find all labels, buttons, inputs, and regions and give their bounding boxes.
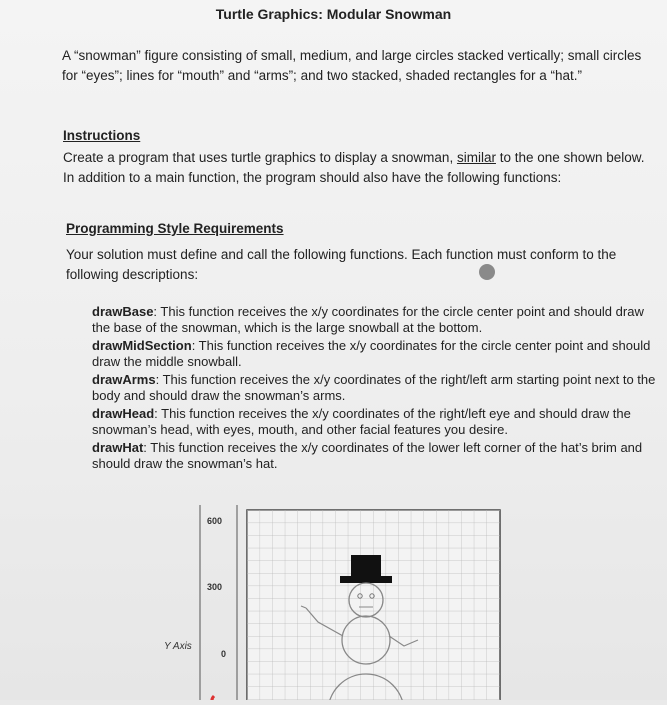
- function-draw-base: [92, 304, 657, 336]
- hat-crown: [351, 555, 381, 577]
- style-requirements-body: Your solution must define and call the following functions. Each function must conform to the following descriptions:: [66, 247, 617, 282]
- snowman-figure-canvas: [0, 500, 667, 700]
- intro-paragraph: A “snowman” figure consisting of small, medium, and large circles stacked vertically; small circles for “eyes”; lines for “mouth” and “arms”; and two stacked, shaded rectangles for a “hat.”: [62, 48, 642, 83]
- function-name: drawHat: [92, 440, 144, 455]
- function-list: [92, 304, 657, 474]
- function-draw-hat: [92, 440, 657, 472]
- function-description: : This function receives the x/y coordinates of the lower left corner of the hat’s brim and should draw the snowman’s hat.: [92, 440, 643, 471]
- y-tick-0: 0: [221, 649, 227, 659]
- function-draw-arms: [92, 372, 657, 404]
- instructions-body: [63, 148, 653, 188]
- gray-dot-marker: [479, 264, 495, 280]
- y-tick-300: 300: [207, 582, 223, 592]
- y-axis-label: Y Axis: [164, 641, 192, 652]
- function-name: drawArms: [92, 372, 156, 387]
- instructions-underlined-word: similar: [456, 150, 496, 165]
- instructions-heading: Instructions: [63, 128, 141, 143]
- hat-brim: [340, 576, 392, 583]
- function-description: : This function receives the x/y coordinates of the right/left eye and should draw the snowman’s head, with eyes, mouth, and other facial features you desire.: [92, 406, 631, 437]
- red-mark: [212, 696, 214, 700]
- function-draw-mid-section: [92, 338, 657, 370]
- function-description: : This function receives the x/y coordinates for the circle center point and should draw the middle snowball.: [92, 338, 651, 369]
- grid-lines: [247, 510, 500, 700]
- function-description: : This function receives the x/y coordinates of the right/left arm starting point next to the body and should draw the snowman’s arms.: [92, 372, 656, 403]
- y-tick-600: 600: [207, 516, 223, 526]
- function-description: : This function receives the x/y coordinates for the circle center point and should draw the base of the snowman, which is the large snowball at the bottom.: [92, 304, 644, 335]
- instructions-text-end: to the one shown below. In addition to a main function, the program should also have the following functions:: [63, 150, 645, 185]
- page-title: Turtle Graphics: Modular Snowman: [215, 6, 452, 22]
- style-requirements-heading: Programming Style Requirements: [66, 221, 284, 236]
- function-name: drawHead: [92, 406, 155, 421]
- function-draw-head: [92, 406, 657, 438]
- function-name: drawMidSection: [92, 338, 192, 353]
- instructions-text-start: Create a program that uses turtle graphics to display a snowman,: [63, 150, 457, 165]
- function-name: drawBase: [92, 304, 154, 319]
- snowman-figure: [0, 500, 667, 700]
